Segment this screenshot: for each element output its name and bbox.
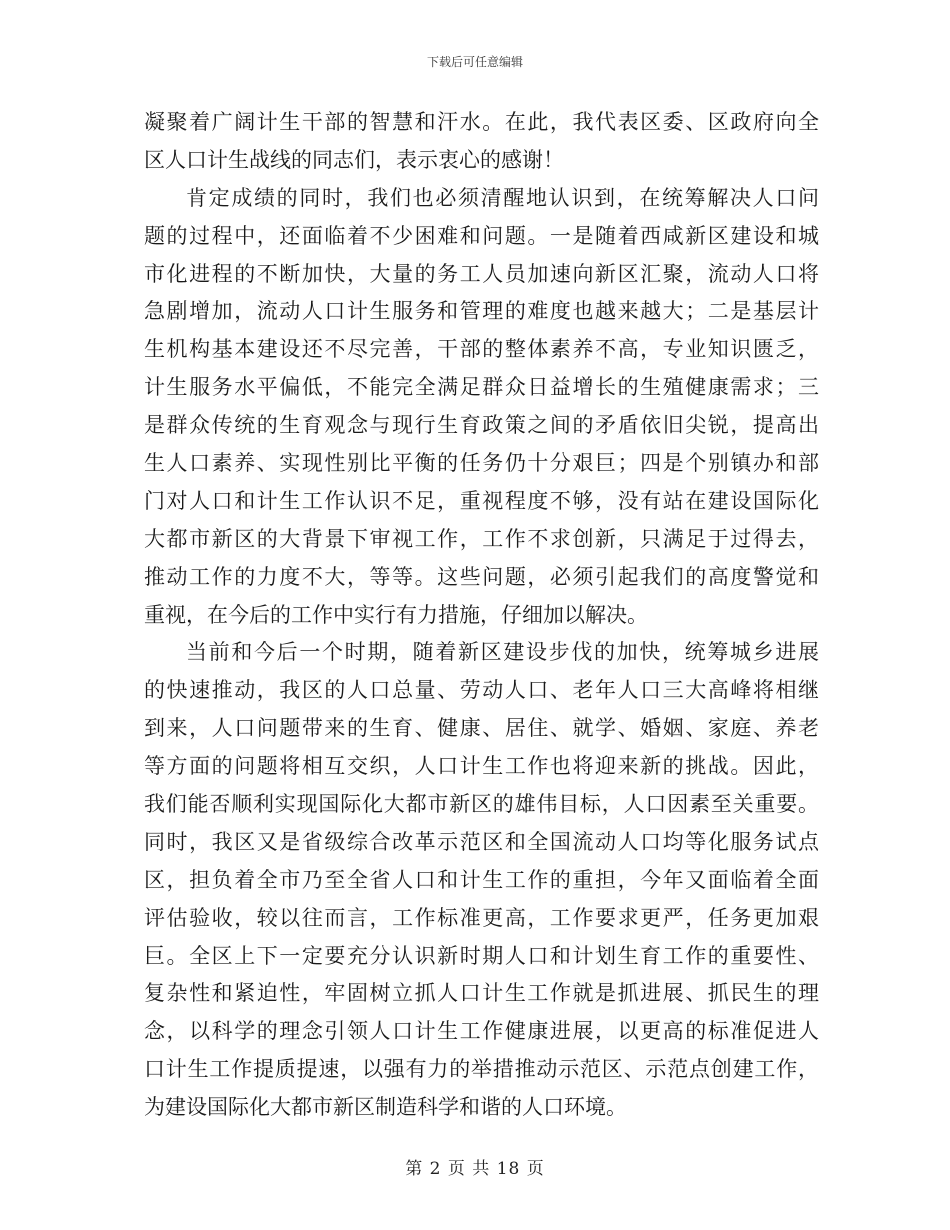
- text-line: 评估验收，较以往而言，工作标准更高，工作要求更严，任务更加艰: [144, 905, 819, 930]
- text-line: 生人口素养、实现性别比平衡的任务仍十分艰巨；四是个别镇办和部: [144, 451, 819, 476]
- text-line: 念，以科学的理念引领人口计生工作健康进展，以更高的标准促进人: [144, 1019, 819, 1044]
- text-line: 门对人口和计生工作认识不足，重视程度不够，没有站在建设国际化: [144, 488, 819, 513]
- paragraph: [144, 180, 819, 635]
- text-line: 重视，在今后的工作中实行有力措施，仔细加以解决。: [144, 602, 648, 627]
- text-line: 我们能否顺利实现国际化大都市新区的雄伟目标，人口因素至关重要。: [144, 792, 819, 817]
- text-line: 复杂性和紧迫性，牢固树立抓人口计生工作就是抓进展、抓民生的理: [144, 981, 819, 1006]
- text-line: 口计生工作提质提速，以强有力的举措推动示范区、示范点创建工作，: [144, 1057, 819, 1082]
- text-line: 肯定成绩的同时，我们也必须清醒地认识到，在统筹解决人口问: [186, 185, 819, 210]
- text-line: 等方面的问题将相互交织，人口计生工作也将迎来新的挑战。因此，: [144, 754, 819, 779]
- text-line: 题的过程中，还面临着不少困难和问题。一是随着西咸新区建设和城: [144, 223, 819, 248]
- text-line: 区人口计生战线的同志们，表示衷心的感谢！: [144, 147, 564, 172]
- text-line: 同时，我区又是省级综合改革示范区和全国流动人口均等化服务试点: [144, 829, 819, 854]
- text-line: 区，担负着全市乃至全省人口和计生工作的重担，今年又面临着全面: [144, 867, 819, 892]
- page-number-footer: 第 2 页 共 18 页: [405, 1159, 545, 1179]
- text-line: 急剧增加，流动人口计生服务和管理的难度也越来越大；二是基层计: [144, 299, 819, 324]
- text-line: 大都市新区的大背景下审视工作，工作不求创新，只满足于过得去，: [144, 526, 819, 551]
- text-line: 推动工作的力度不大，等等。这些问题，必须引起我们的高度警觉和: [144, 564, 819, 589]
- text-line: 巨。全区上下一定要充分认识新时期人口和计划生育工作的重要性、: [144, 943, 819, 968]
- page-header: 下载后可任意编辑: [426, 55, 523, 69]
- text-line: 生机构基本建设还不尽完善，干部的整体素养不高，专业知识匮乏，: [144, 337, 819, 362]
- text-line: 市化进程的不断加快，大量的务工人员加速向新区汇聚，流动人口将: [144, 261, 819, 286]
- text-line: 是群众传统的生育观念与现行生育政策之间的矛盾依旧尖锐，提高出: [144, 413, 819, 438]
- text-line: 的快速推动，我区的人口总量、劳动人口、老年人口三大高峰将相继: [144, 678, 819, 703]
- paragraph: [144, 104, 819, 180]
- paragraph: [144, 634, 819, 1127]
- document-body: [144, 104, 819, 1127]
- text-line: 凝聚着广阔计生干部的智慧和汗水。在此，我代表区委、区政府向全: [144, 110, 819, 134]
- text-line: 计生服务水平偏低，不能完全满足群众日益增长的生殖健康需求；三: [144, 375, 819, 400]
- text-line: 到来，人口问题带来的生育、健康、居住、就学、婚姻、家庭、养老: [144, 716, 819, 741]
- text-line: 为建设国际化大都市新区制造科学和谐的人口环境。: [144, 1095, 627, 1120]
- text-line: 当前和今后一个时期，随着新区建设步伐的加快，统筹城乡进展: [186, 640, 819, 665]
